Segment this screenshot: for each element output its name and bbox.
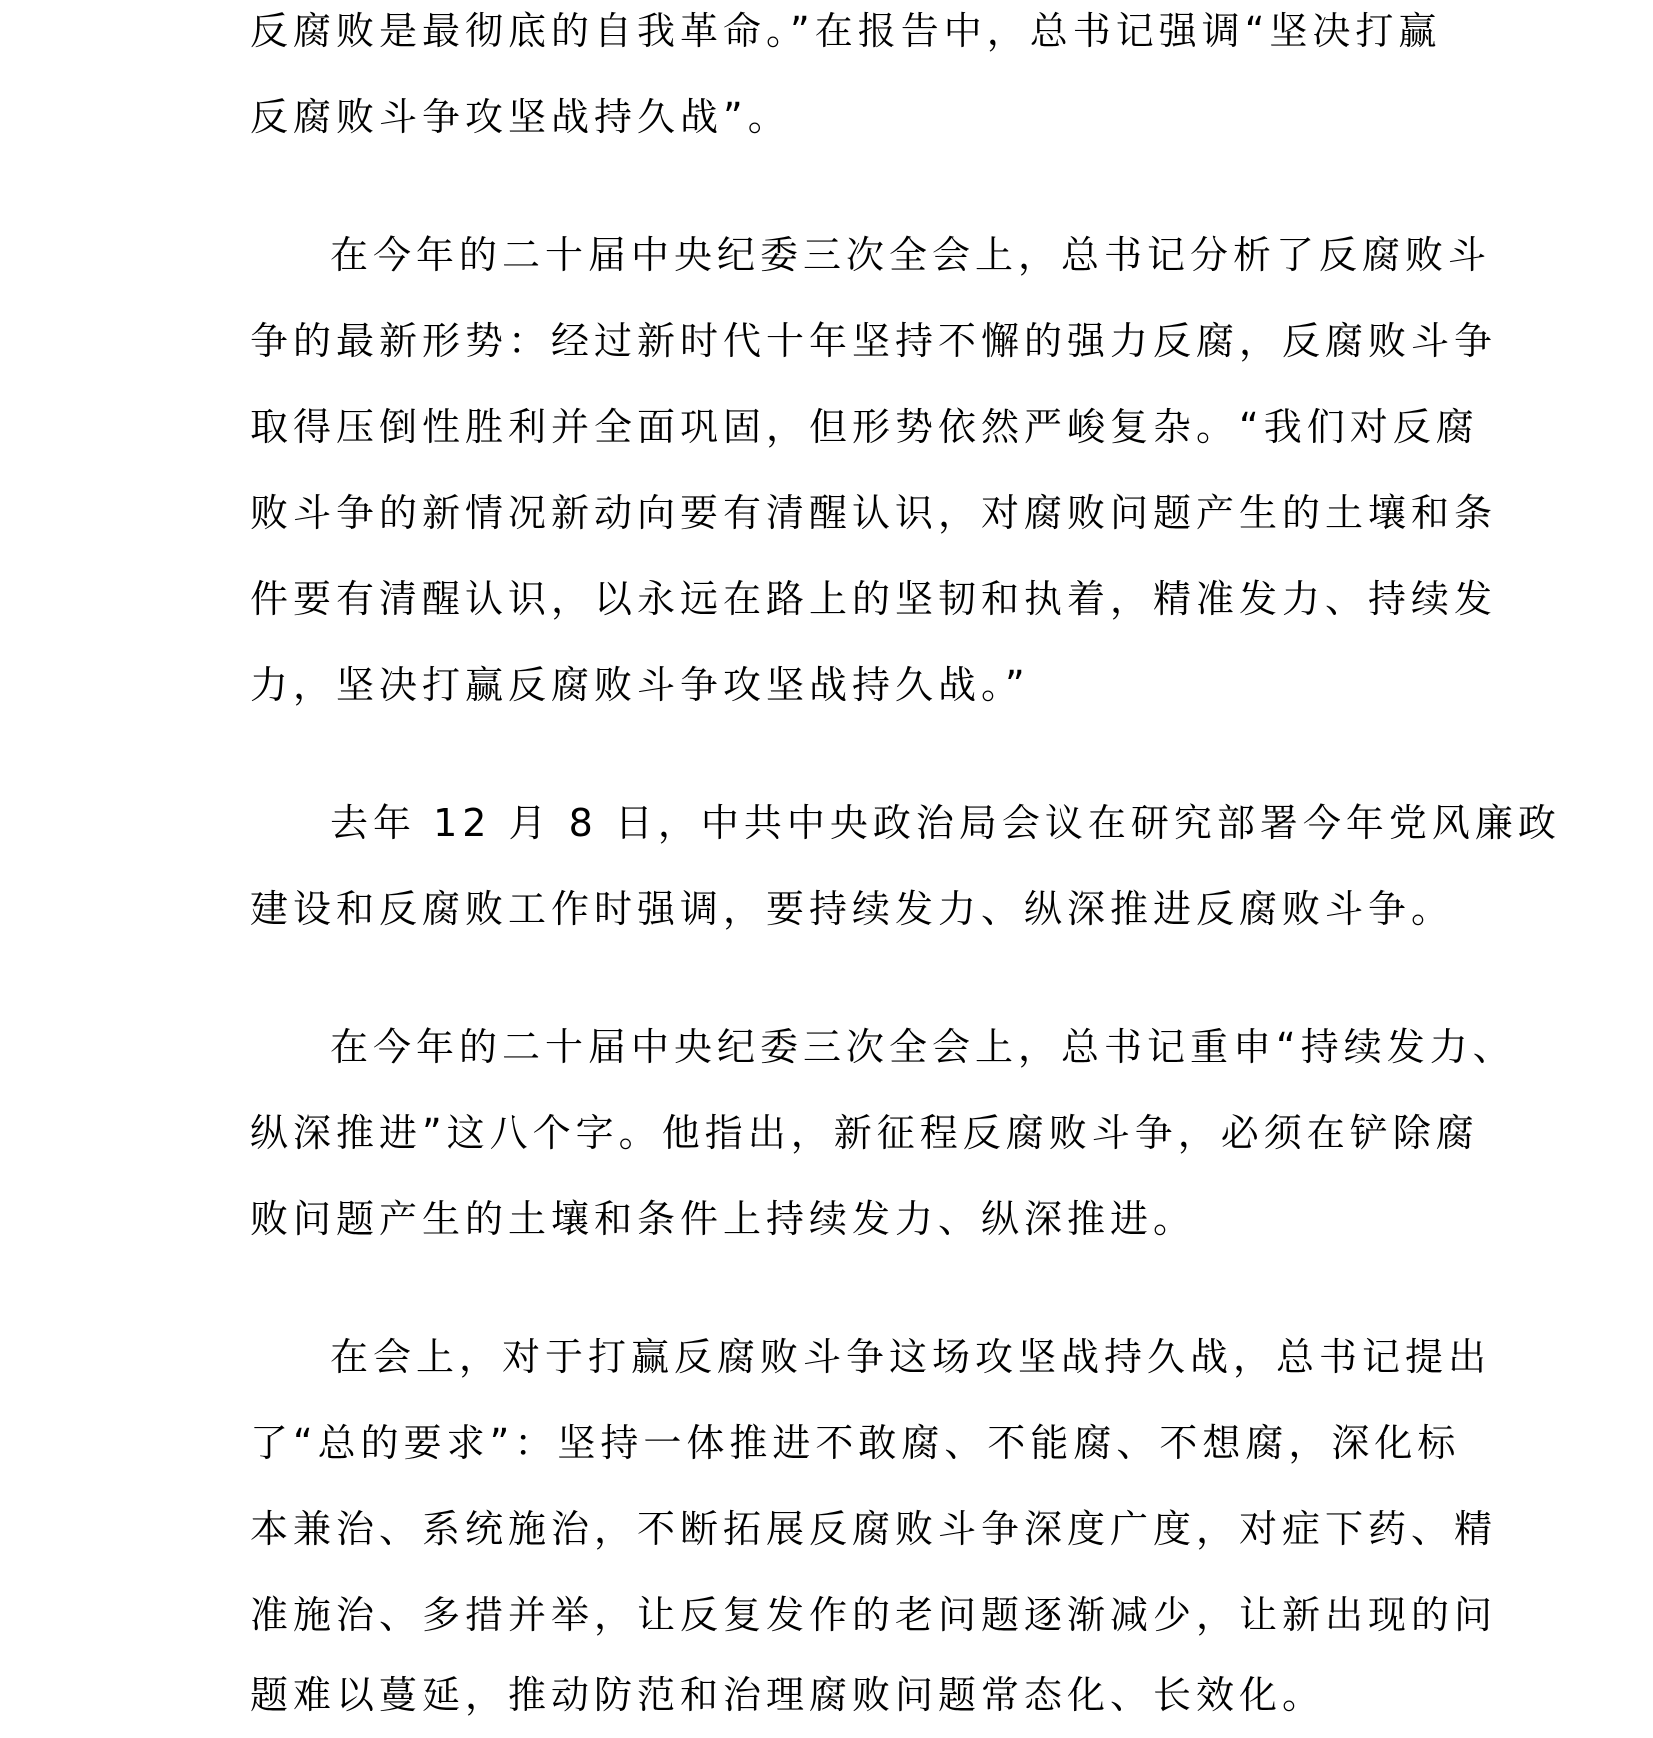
text-line: 去年 12 月 8 日，中共中央政治局会议在研究部署今年党风廉政 — [330, 801, 1561, 845]
text-line: 了“总的要求”：坚持一体推进不敢腐、不能腐、不想腐，深化标 — [250, 1421, 1461, 1465]
text-line: 力，坚决打赢反腐败斗争攻坚战持久战。” — [250, 663, 1030, 707]
text-line: 败问题产生的土壤和条件上持续发力、纵深推进。 — [250, 1197, 1197, 1241]
text-line: 在会上，对于打赢反腐败斗争这场攻坚战持久战，总书记提出 — [330, 1335, 1492, 1379]
text-line: 题难以蔓延，推动防范和治理腐败问题常态化、长效化。 — [250, 1673, 1326, 1717]
text-line: 准施治、多措并举，让反复发作的老问题逐渐减少，让新出现的问 — [250, 1593, 1498, 1637]
text-line: 建设和反腐败工作时强调，要持续发力、纵深推进反腐败斗争。 — [250, 887, 1455, 931]
text-line: 争的最新形势：经过新时代十年坚持不懈的强力反腐，反腐败斗争 — [250, 319, 1498, 363]
text-line: 败斗争的新情况新动向要有清醒认识，对腐败问题产生的土壤和条 — [250, 491, 1498, 535]
text-line: 取得压倒性胜利并全面巩固，但形势依然严峻复杂。“我们对反腐 — [250, 405, 1479, 449]
text-line: 反腐败是最彻底的自我革命。”在报告中，总书记强调“坚决打赢 — [250, 9, 1442, 53]
text-line: 本兼治、系统施治，不断拓展反腐败斗争深度广度，对症下药、精 — [250, 1507, 1498, 1551]
text-line: 件要有清醒认识，以永远在路上的坚韧和执着，精准发力、持续发 — [250, 577, 1498, 621]
text-line: 在今年的二十届中央纪委三次全会上，总书记重申“持续发力、 — [330, 1025, 1516, 1069]
text-line: 在今年的二十届中央纪委三次全会上，总书记分析了反腐败斗 — [330, 233, 1492, 277]
text-line: 反腐败斗争攻坚战持久战”。 — [250, 95, 791, 139]
text-line: 纵深推进”这八个字。他指出，新征程反腐败斗争，必须在铲除腐 — [250, 1111, 1479, 1155]
